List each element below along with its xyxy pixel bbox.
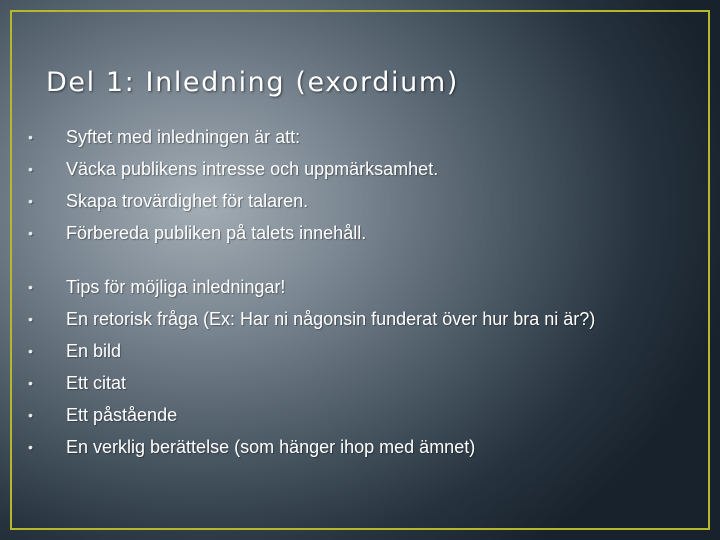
- bullet-item: [28, 373, 688, 394]
- bullet-item: [28, 405, 688, 426]
- bullet-item: [28, 191, 688, 212]
- bullet-text: En verklig berättelse (som hänger ihop med ämnet): [66, 437, 476, 457]
- bullet-text: En retorisk fråga (Ex: Har ni någonsin funderat över hur bra ni är?): [66, 309, 596, 329]
- bullet-text: Tips för möjliga inledningar!: [66, 277, 286, 297]
- bullet-text: Syftet med inledningen är att:: [66, 127, 301, 147]
- bullet-dot-icon: •: [28, 279, 33, 295]
- bullet-list: [28, 127, 688, 469]
- bullet-dot-icon: •: [28, 439, 33, 455]
- bullet-item: [28, 309, 688, 330]
- bullet-dot-icon: •: [28, 343, 33, 359]
- bullet-text: Ett påstående: [66, 405, 178, 425]
- bullet-dot-icon: •: [28, 161, 33, 177]
- slide-title: Del 1: Inledning (exordium): [46, 67, 459, 98]
- bullet-item: [28, 341, 688, 362]
- bullet-text: Förbereda publiken på talets innehåll.: [66, 223, 367, 243]
- bullet-item: [28, 159, 688, 180]
- bullet-text: En bild: [66, 341, 122, 361]
- bullet-dot-icon: •: [28, 129, 33, 145]
- bullet-item: [28, 437, 688, 458]
- bullet-dot-icon: •: [28, 225, 33, 241]
- bullet-dot-icon: •: [28, 311, 33, 327]
- bullet-item: [28, 277, 688, 298]
- bullet-text: Väcka publikens intresse och uppmärksamhet.: [66, 159, 439, 179]
- bullet-dot-icon: •: [28, 375, 33, 391]
- bullet-text: Ett citat: [66, 373, 127, 393]
- bullet-item: [28, 223, 688, 244]
- bullet-dot-icon: •: [28, 407, 33, 423]
- bullet-text: Skapa trovärdighet för talaren.: [66, 191, 309, 211]
- bullet-dot-icon: •: [28, 193, 33, 209]
- bullet-item: [28, 127, 688, 148]
